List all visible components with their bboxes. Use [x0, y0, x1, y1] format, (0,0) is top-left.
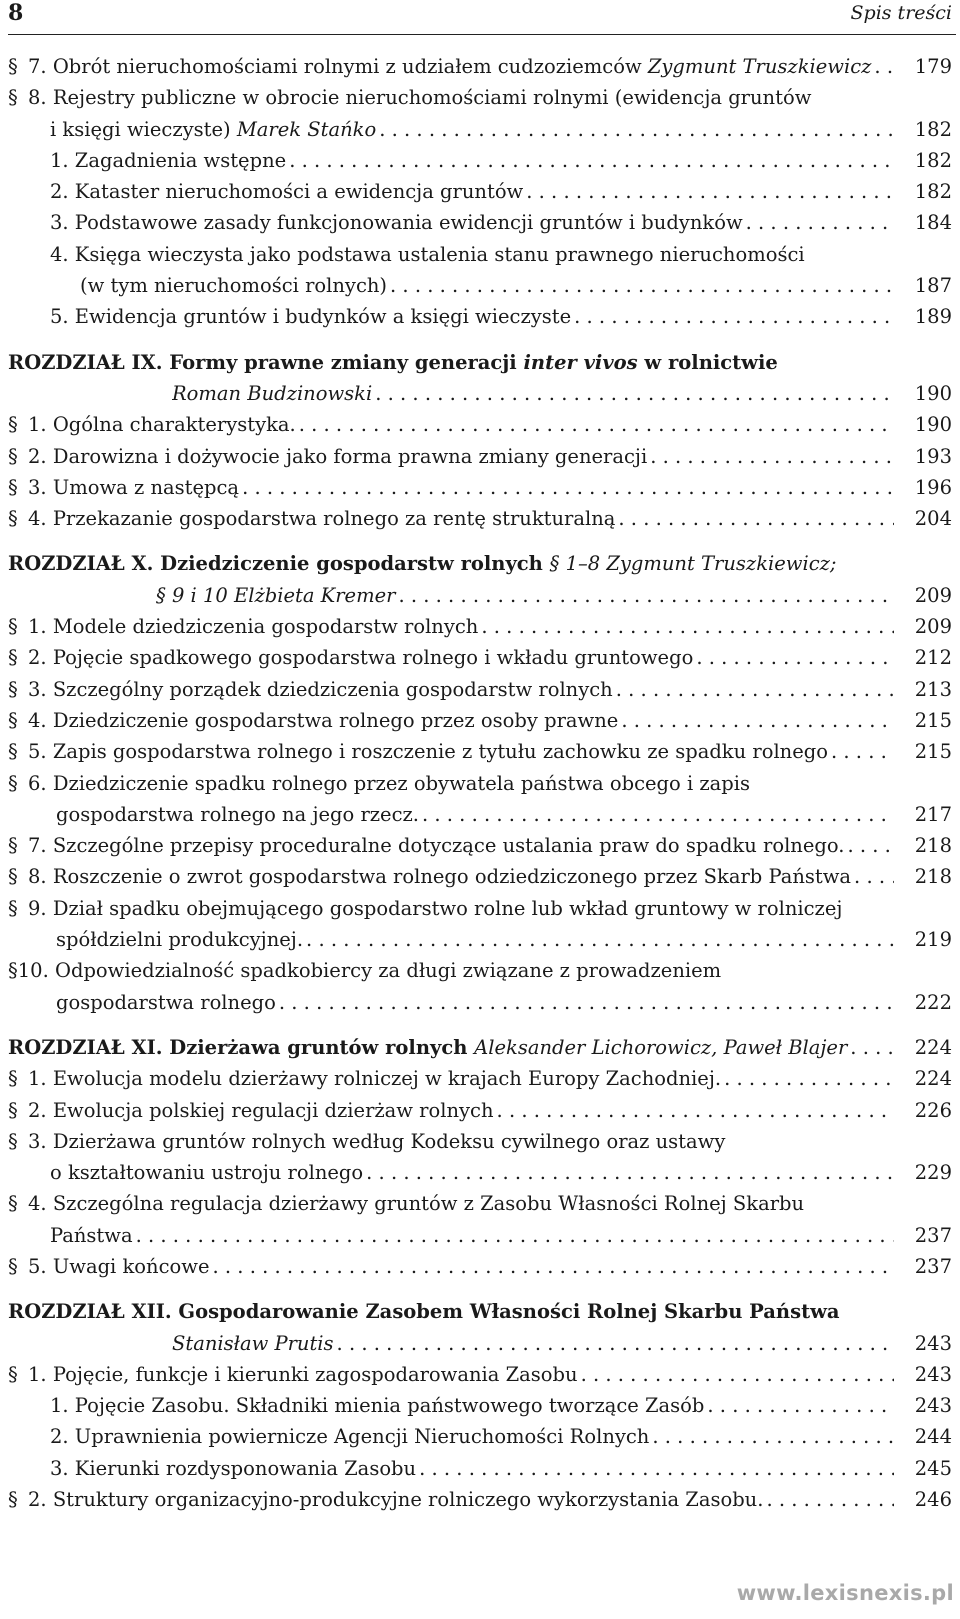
entry-title: Szczególne przepisy proceduralne dotyczące ustalania praw do spadku rolnego. [52, 834, 845, 858]
entry-number: 2. [28, 646, 53, 670]
entry-number: 4. [28, 1192, 53, 1216]
section-mark: § [8, 55, 18, 78]
entry-author: Marek Stańko [236, 117, 377, 141]
dot-leader [299, 409, 894, 440]
toc-entry [8, 955, 956, 986]
page-number: 8 [8, 0, 24, 26]
entry-title: Dziedziczenie gospodarstw rolnych [153, 552, 550, 576]
entry-number: 8. [28, 86, 53, 110]
toc-entry [8, 611, 956, 642]
entry-text [8, 705, 618, 736]
entry-number: 1. [28, 615, 53, 639]
section-mark: § [8, 475, 18, 499]
entry-title: gospodarstwa rolnego na jego rzecz. [56, 802, 419, 826]
toc-entry [8, 830, 956, 861]
entry-number: 1. [28, 1067, 53, 1091]
entry-number: 6. [28, 771, 53, 795]
dot-leader [337, 1328, 894, 1359]
dot-leader [379, 114, 894, 145]
toc-entry [8, 441, 956, 472]
entry-number: 3. [28, 1129, 53, 1153]
dot-leader [526, 176, 894, 207]
dot-leader [289, 145, 894, 176]
entry-text [50, 1421, 649, 1452]
page-ref: 224 [914, 1035, 952, 1059]
page-ref: 237 [914, 1223, 952, 1247]
toc-entry [8, 1220, 956, 1251]
page-ref: 182 [914, 148, 952, 172]
toc-entry [8, 924, 956, 955]
dot-leader [746, 207, 894, 238]
dot-leader [574, 301, 894, 332]
entry-number: 1. [28, 1362, 53, 1386]
entry-text [8, 1484, 763, 1515]
entry-text [8, 1032, 847, 1063]
entry-text [8, 674, 613, 705]
dot-leader [850, 1032, 894, 1063]
section-mark: § [8, 771, 18, 795]
dot-leader [375, 378, 894, 409]
section-mark: § [8, 834, 18, 858]
chapter-label: ROZDZIAŁ IX. [8, 350, 163, 374]
section-mark: § [8, 86, 18, 110]
toc-entry [8, 82, 956, 113]
toc-entry [8, 580, 956, 611]
entry-title: Szczególna regulacja dzierżawy gruntów z Zasobu Własności Rolnej Skarbu [52, 1192, 805, 1216]
page-ref: 212 [914, 646, 952, 670]
entry-title: 3. Kierunki rozdysponowania Zasobu [50, 1456, 417, 1480]
dot-leader [621, 705, 894, 736]
entry-text [8, 1296, 840, 1327]
section-mark: § [8, 708, 18, 732]
toc-entry [8, 642, 956, 673]
toc-entry [8, 301, 956, 332]
entry-text [8, 1188, 804, 1219]
entry-number: 2. [28, 444, 53, 468]
entry-title: Dzierżawa gruntów rolnych [162, 1035, 475, 1059]
toc-entry [8, 768, 956, 799]
page-ref: 244 [914, 1425, 952, 1449]
entry-title: 2. Uprawnienia powiernicze Agencji Nieruchomości Rolnych [50, 1425, 650, 1449]
entry-text [50, 239, 805, 270]
page-ref: 187 [914, 274, 952, 298]
entry-text [8, 82, 811, 113]
entry-title: gospodarstwa rolnego [56, 990, 276, 1014]
entry-title: (w tym nieruchomości rolnych) [80, 274, 388, 298]
entry-text [8, 1359, 578, 1390]
page-ref: 237 [914, 1254, 952, 1278]
entry-text [8, 51, 871, 82]
entry-title: spółdzielni produkcyjnej. [56, 928, 304, 952]
toc-entry [8, 1453, 956, 1484]
entry-number: 2. [28, 1098, 53, 1122]
page-ref: 209 [914, 583, 952, 607]
page-ref: 219 [914, 928, 952, 952]
entry-number: 7. [28, 55, 53, 78]
entry-number: 3. [28, 475, 53, 499]
page-ref: 246 [914, 1488, 952, 1512]
entry-title: 1. Zagadnienia wstępne [50, 148, 287, 172]
toc-entry [8, 1328, 956, 1359]
entry-title: Umowa z następcą [52, 475, 240, 499]
entry-title: i księgi wieczyste) [50, 117, 237, 141]
entry-text [8, 503, 615, 534]
entry-title: Zapis gospodarstwa rolnego i roszczenie z tytułu zachowku ze spadku rolnego [52, 740, 829, 764]
section-mark: § [8, 740, 18, 764]
entry-text [8, 768, 750, 799]
entry-title: Pojęcie spadkowego gospodarstwa rolnego i wkładu gruntowego [52, 646, 694, 670]
dot-leader [306, 924, 894, 955]
dot-leader [650, 441, 894, 472]
entry-title: Formy prawne zmiany generacji [162, 350, 524, 374]
toc-entry [8, 1188, 956, 1219]
entry-text [8, 548, 836, 579]
entry-number: 4. [28, 708, 53, 732]
dot-leader [831, 736, 894, 767]
dot-leader [136, 1220, 894, 1251]
entry-title: Dzierżawa gruntów rolnych według Kodeksu cywilnego oraz ustawy [52, 1129, 726, 1153]
entry-title: 3. Podstawowe zasady funkcjonowania ewidencji gruntów i budynków [50, 211, 743, 235]
toc-entry [8, 503, 956, 534]
page-ref: 193 [914, 444, 952, 468]
entry-text [50, 176, 523, 207]
running-title: Spis treści [850, 2, 952, 24]
dot-leader [854, 861, 894, 892]
toc-entry [8, 145, 956, 176]
chapter-label: ROZDZIAŁ X. [8, 552, 154, 576]
toc-entry [8, 861, 956, 892]
entry-text [8, 893, 842, 924]
page-ref: 190 [914, 413, 952, 437]
toc-entry [8, 736, 956, 767]
dot-leader [724, 1063, 894, 1094]
page-ref: 184 [914, 211, 952, 235]
page-ref: 218 [914, 865, 952, 889]
dot-leader [481, 611, 894, 642]
dot-leader [398, 580, 894, 611]
toc-entry [8, 1359, 956, 1390]
page-ref: 243 [914, 1331, 952, 1355]
entry-title: Darowizna i dożywocie jako forma prawna zmiany generacji [52, 444, 648, 468]
section-mark: § [8, 507, 18, 531]
chapter-heading [8, 548, 956, 579]
entry-title: Pojęcie, funkcje i kierunki zagospodarowania Zasobu [52, 1362, 578, 1386]
entry-number: 5. [28, 1254, 53, 1278]
entry-number: 7. [28, 834, 53, 858]
toc-entry [8, 239, 956, 270]
entry-title: Uwagi końcowe [52, 1254, 210, 1278]
entry-text [56, 924, 303, 955]
entry-text [50, 1220, 133, 1251]
entry-text [8, 611, 478, 642]
toc-entry [8, 987, 956, 1018]
entry-number: 3. [28, 677, 53, 701]
entry-author: § 9 i 10 Elżbieta Kremer [156, 583, 396, 607]
toc-entry [8, 799, 956, 830]
section-mark: § [8, 1098, 18, 1122]
page-ref: 182 [914, 180, 952, 204]
dot-leader [707, 1390, 894, 1421]
entry-author: Zygmunt Truszkiewicz [647, 55, 872, 78]
entry-title: 1. Pojęcie Zasobu. Składniki mienia państwowego tworzące Zasób [50, 1394, 705, 1418]
toc-entry [8, 207, 956, 238]
section-mark: § [8, 1362, 18, 1386]
page-ref: 189 [914, 305, 952, 329]
toc-entry [8, 1126, 956, 1157]
toc-entry [8, 1095, 956, 1126]
dot-leader [696, 642, 894, 673]
entry-title: Państwa [50, 1223, 133, 1247]
section-mark: § [8, 1067, 18, 1091]
toc-entry [8, 674, 956, 705]
section-mark: § [8, 865, 18, 889]
section-mark: § [8, 677, 18, 701]
toc-entry [8, 378, 956, 409]
dot-leader [213, 1251, 895, 1282]
entry-text [8, 472, 239, 503]
section-mark: § [8, 413, 18, 437]
entry-text [50, 1390, 704, 1421]
page-ref: 190 [914, 381, 952, 405]
chapter-label: ROZDZIAŁ XI. [8, 1035, 163, 1059]
entry-text [8, 1251, 210, 1282]
toc-page [8, 0, 960, 1619]
section-mark: § [8, 1488, 18, 1512]
entry-title: Szczególny porządek dziedziczenia gospodarstw rolnych [52, 677, 613, 701]
page-ref: 209 [914, 615, 952, 639]
page-ref: 217 [914, 802, 952, 826]
entry-text [8, 347, 778, 378]
toc-entry [8, 705, 956, 736]
toc-entry [8, 893, 956, 924]
entry-text [172, 1328, 334, 1359]
entry-text [8, 955, 721, 986]
entry-title: Dziedziczenie gospodarstwa rolnego przez osoby prawne [52, 708, 619, 732]
chapter-label: ROZDZIAŁ XII. [8, 1300, 172, 1324]
page-ref: 224 [914, 1067, 952, 1091]
entry-number: 8. [28, 865, 53, 889]
toc-entry [8, 1421, 956, 1452]
toc-entry [8, 51, 956, 82]
dot-leader [366, 1157, 894, 1188]
toc-entry [8, 1484, 956, 1515]
entry-text [8, 409, 296, 440]
entry-text [50, 145, 286, 176]
toc-entry [8, 1390, 956, 1421]
entry-text [50, 114, 376, 145]
entry-title: Struktury organizacyjno-produkcyjne rolniczego wykorzystania Zasobu. [52, 1488, 764, 1512]
entry-text [8, 642, 693, 673]
entry-number: 4. [28, 507, 53, 531]
publisher-watermark: www.lexisnexis.pl [736, 1581, 954, 1605]
entry-text [50, 207, 743, 238]
entry-author: Roman Budzinowski [172, 381, 373, 405]
entry-author: § 1–8 Zygmunt Truszkiewicz; [549, 552, 837, 576]
entry-title: Ewolucja modelu dzierżawy rolniczej w krajach Europy Zachodniej. [52, 1067, 722, 1091]
section-mark: § [8, 646, 18, 670]
entry-text [8, 1126, 725, 1157]
toc-entry [8, 1157, 956, 1188]
entry-title: Przekazanie gospodarstwa rolnego za rentę strukturalną [52, 507, 616, 531]
page-ref: 243 [914, 1394, 952, 1418]
entry-title: Obrót nieruchomościami rolnymi z udziałem cudzoziemców [52, 55, 648, 78]
chapter-heading [8, 347, 956, 378]
entry-title: 2. Kataster nieruchomości a ewidencja gruntów [50, 180, 524, 204]
dot-leader [242, 472, 894, 503]
page-ref: 215 [914, 708, 952, 732]
entry-title: Ogólna charakterystyka. [52, 413, 296, 437]
dot-leader [419, 1453, 894, 1484]
page-ref: 213 [914, 677, 952, 701]
table-of-contents [8, 51, 960, 1515]
entry-title: Gospodarowanie Zasobem Własności Rolnej Skarbu Państwa [171, 1300, 840, 1324]
entry-text [8, 1063, 721, 1094]
dot-leader [616, 674, 894, 705]
entry-title: Roszczenie o zwrot gospodarstwa rolnego odziedziczonego przez Skarb Państwa [52, 865, 852, 889]
toc-entry [8, 1063, 956, 1094]
page-ref: 243 [914, 1362, 952, 1386]
entry-author: Aleksander Lichorowicz, Paweł Blajer [474, 1035, 848, 1059]
running-header [8, 0, 956, 35]
dot-leader [652, 1421, 894, 1452]
page-ref: 179 [914, 55, 952, 78]
entry-title: Modele dziedziczenia gospodarstw rolnych [52, 615, 479, 639]
entry-text [50, 1157, 363, 1188]
page-ref: 226 [914, 1098, 952, 1122]
toc-entry [8, 270, 956, 301]
entry-text [172, 378, 372, 409]
entry-number: 10. [17, 959, 55, 983]
dot-leader [618, 503, 894, 534]
section-mark: § [8, 1192, 18, 1216]
entry-number: 5. [28, 740, 53, 764]
entry-text [50, 1453, 416, 1484]
entry-title: Rejestry publiczne w obrocie nieruchomościami rolnymi (ewidencja gruntów [52, 86, 812, 110]
page-ref: 204 [914, 507, 952, 531]
entry-text [8, 861, 851, 892]
dot-leader [390, 270, 894, 301]
dot-leader [279, 987, 894, 1018]
section-mark: § [8, 896, 18, 920]
toc-entry [8, 409, 956, 440]
entry-number: 1. [28, 413, 53, 437]
entry-title: o kształtowaniu ustroju rolnego [50, 1161, 364, 1185]
entry-title: Dziedziczenie spadku rolnego przez obywatela państwa obcego i zapis [52, 771, 751, 795]
entry-title: Dział spadku obejmującego gospodarstwo rolne lub wkład gruntowy w rolniczej [52, 896, 843, 920]
dot-leader [581, 1359, 894, 1390]
chapter-heading [8, 1296, 956, 1327]
page-ref: 182 [914, 117, 952, 141]
page-ref: 196 [914, 475, 952, 499]
page-ref: 215 [914, 740, 952, 764]
dot-leader [847, 830, 894, 861]
section-mark: § [8, 615, 18, 639]
entry-text [8, 1095, 494, 1126]
entry-text [80, 270, 387, 301]
page-ref: 218 [914, 834, 952, 858]
entry-text [8, 830, 844, 861]
toc-entry [8, 114, 956, 145]
entry-number: 9. [28, 896, 53, 920]
section-mark: § [8, 1254, 18, 1278]
dot-leader [874, 51, 894, 82]
dot-leader [497, 1095, 894, 1126]
dot-leader [422, 799, 894, 830]
entry-title-tail: w rolnictwie [637, 350, 778, 374]
page-ref: 229 [914, 1161, 952, 1185]
entry-title: Ewolucja polskiej regulacji dzierżaw rolnych [52, 1098, 494, 1122]
section-mark: § [8, 959, 18, 983]
toc-entry [8, 176, 956, 207]
entry-title: 4. Księga wieczysta jako podstawa ustalenia stanu prawnego nieruchomości [50, 242, 805, 266]
entry-author: Stanisław Prutis [172, 1331, 334, 1355]
entry-title: Odpowiedzialność spadkobiercy za długi związane z prowadzeniem [54, 959, 722, 983]
entry-text [8, 441, 647, 472]
toc-entry [8, 1251, 956, 1282]
entry-text [50, 301, 571, 332]
entry-text [156, 580, 395, 611]
entry-text [56, 799, 419, 830]
page-ref: 222 [914, 990, 952, 1014]
page-ref: 245 [914, 1456, 952, 1480]
section-mark: § [8, 444, 18, 468]
entry-text [8, 736, 828, 767]
section-mark: § [8, 1129, 18, 1153]
chapter-heading [8, 1032, 956, 1063]
entry-number: 2. [28, 1488, 53, 1512]
entry-text [56, 987, 276, 1018]
entry-title-italic: inter vivos [523, 350, 638, 374]
toc-entry [8, 472, 956, 503]
dot-leader [766, 1484, 894, 1515]
entry-title: 5. Ewidencja gruntów i budynków a księgi wieczyste [50, 305, 572, 329]
